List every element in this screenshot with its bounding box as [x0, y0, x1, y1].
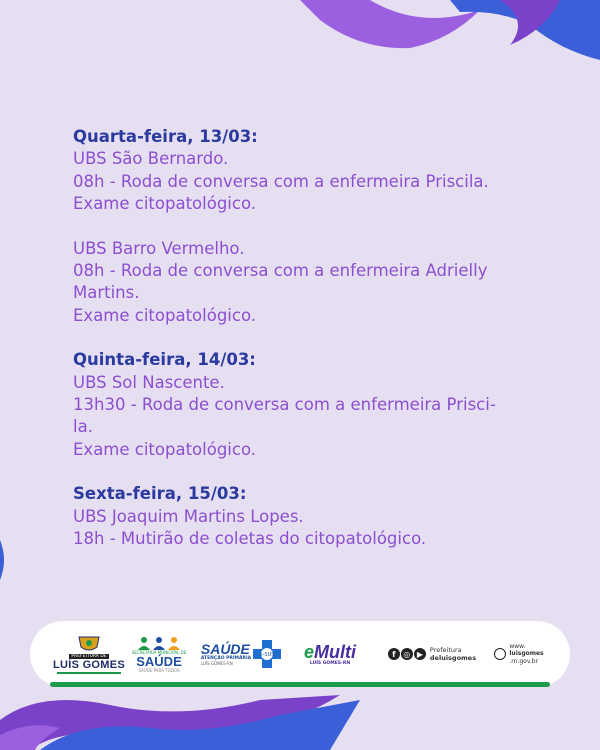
facebook-icon: f: [388, 648, 400, 660]
schedule: [73, 126, 553, 573]
day-heading: Quarta-feira, 13/03:: [73, 127, 258, 146]
youtube-icon: ▶: [414, 648, 426, 660]
schedule-block: [73, 238, 553, 328]
instagram-icon: ◎: [401, 648, 413, 660]
website: [486, 621, 552, 687]
web-line-2: luisgomes: [509, 650, 544, 658]
emulti-name: [304, 643, 356, 661]
day-heading: Quinta-feira, 14/03:: [73, 350, 256, 370]
ribbon-decoration-left: [0, 540, 10, 580]
schedule-line: Exame citopatológico.: [73, 194, 256, 214]
schedule-line: UBS Barro Vermelho.: [73, 238, 245, 258]
schedule-line: 13h30 - Roda de conversa com a enfermeira Prisci-: [73, 395, 496, 415]
schedule-line: UBS São Bernardo.: [73, 149, 229, 169]
schedule-line: Martins.: [73, 283, 140, 303]
schedule-line: Exame citopatológico.: [73, 439, 256, 459]
web-line-1: www.: [509, 642, 526, 650]
atencao-sub2: LUÍS GOMES-RN: [200, 661, 233, 666]
footer-logos: [30, 621, 570, 687]
schedule-line: la.: [73, 417, 93, 437]
schedule-line: 08h - Roda de conversa com a enfermeira Adrielly: [73, 261, 488, 281]
web-line-3: .rn.gov.br: [509, 657, 539, 665]
crest-icon: [76, 635, 102, 653]
health-cross-icon: [253, 640, 281, 668]
schedule-line: 18h - Mutirão de coletas do citopatológico.: [73, 529, 427, 549]
atencao-primaria-logo: [194, 621, 288, 687]
luis-gomes-logo: [52, 621, 126, 687]
saude-name: SAÚDE: [136, 653, 182, 669]
social-line-2: deluisgomes: [429, 654, 477, 662]
schedule-line: UBS Joaquim Martins Lopes.: [73, 506, 304, 526]
saude-logo: [130, 621, 188, 687]
footer-accent-bar: [50, 682, 550, 687]
emulti-sub: LUÍS GOMES-RN: [309, 660, 351, 666]
emulti-multi: Multi: [314, 641, 356, 662]
day-heading: Sexta-feira, 15/03:: [73, 484, 247, 504]
divider: [57, 672, 121, 674]
schedule-line: Exame citopatológico.: [73, 305, 256, 325]
ribbon-decoration-bottom: [0, 690, 380, 750]
atencao-sub: ATENÇÃO PRIMÁRIA: [200, 656, 252, 661]
globe-icon: [494, 648, 506, 660]
luis-gomes-name: LUÍS GOMES: [52, 658, 126, 671]
saude-sub: SAÚDE PARA TODOS: [138, 667, 180, 673]
schedule-block: [73, 349, 553, 461]
emulti-e: e: [303, 641, 314, 662]
svg-text:e-SUS: e-SUS: [259, 652, 275, 658]
ribbon-decoration-top: [300, 0, 600, 70]
schedule-block: [73, 126, 553, 216]
schedule-block: [73, 483, 553, 550]
luis-gomes-small: PREFEITURA DE: [71, 653, 107, 659]
saude-small: SECRETARIA MUNICIPAL DE: [131, 649, 187, 655]
emulti-logo: [292, 621, 368, 687]
schedule-line: UBS Sol Nascente.: [73, 372, 225, 392]
atencao-name: SAÚDE: [200, 641, 250, 657]
schedule-line: 08h - Roda de conversa com a enfermeira Priscila.: [73, 171, 489, 191]
social-line-1: Prefeitura: [429, 646, 462, 654]
social-handles: [380, 621, 484, 687]
people-icon: [134, 636, 184, 650]
